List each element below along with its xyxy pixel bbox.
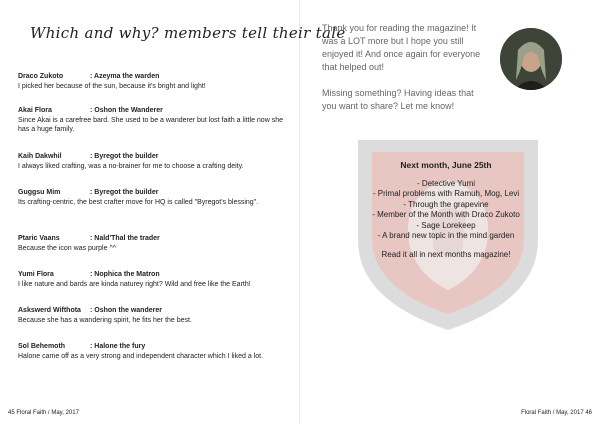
member-name: Ptaric Vaans	[18, 235, 60, 242]
member-reason: I like nature and bards are kinda naturey right? Wild and free like the Earth!	[18, 280, 251, 288]
member-deity: : Byregot the builder	[90, 189, 159, 196]
next-month-heading: Next month, June 25th	[400, 160, 492, 170]
next-month-item: - Primal problems with Ramuh, Mog, Levi	[372, 189, 520, 198]
member-reason: I picked her because of the sun, because it's bright and light!	[18, 82, 206, 90]
member-reason: I always liked crafting, was a no-brainer for me to choose a crafting deity.	[18, 162, 244, 170]
next-month-item: - Through the grapevine	[403, 199, 489, 209]
page-footer-right: Floral Faith / May, 2017 46	[521, 410, 592, 416]
next-month-item: - Detective Yumi	[416, 178, 476, 188]
member-deity: : Nald'Thal the trader	[90, 235, 160, 242]
page-title: Which and why? members tell their tale	[30, 24, 346, 42]
member-deity: : Azeyma the warden	[90, 73, 160, 80]
member-entry	[18, 306, 288, 325]
member-entry	[18, 342, 288, 361]
member-name: Yumi Flora	[18, 271, 54, 278]
next-month-item: - A brand new topic in the mind garden	[377, 231, 515, 240]
member-deity: : Halone the fury	[90, 343, 146, 350]
thanks-paragraph: Thank you for reading the magazine! It was a LOT more but I hope you still enjoyed it! And once again for everyone that helped out!	[322, 23, 481, 72]
member-entry	[18, 188, 288, 207]
member-deity: : Oshon the Wanderer	[90, 107, 163, 114]
member-deity: : Byregot the builder	[90, 153, 159, 160]
member-name: Askswerd Wifthota	[18, 307, 81, 314]
right-page	[300, 0, 600, 424]
next-month-section	[346, 160, 546, 260]
member-name: Guggsu Mim	[18, 189, 61, 196]
member-entry	[18, 234, 288, 253]
member-deity: : Oshon the wanderer	[90, 307, 162, 314]
member-reason: Because she has a wandering spirit, he fits her the best.	[18, 316, 192, 324]
member-reason: Halone came off as a very strong and independent character which I liked a lot.	[18, 352, 264, 360]
member-entry	[18, 106, 288, 135]
member-entry	[18, 152, 288, 171]
member-reason: Because the icon was purple ^^	[18, 244, 117, 252]
member-entry	[18, 270, 288, 289]
next-month-item: - Member of the Month with Draco Zukoto	[372, 210, 520, 219]
member-reason: Its crafting-centric, the best crafter move for HQ is called "Byregot's blessing".	[18, 198, 259, 206]
member-reason: Since Akai is a carefree bard. She used to be a wanderer but lost faith a little now she has a huge family.	[18, 116, 283, 133]
member-name: Draco Zukoto	[18, 73, 64, 80]
member-deity: : Nophica the Matron	[90, 271, 160, 278]
member-name: Sol Behemoth	[18, 343, 66, 350]
next-month-item: - Sage Lorekeep	[416, 220, 476, 230]
feedback-paragraph: Missing something? Having ideas that you want to share? Let me know!	[322, 88, 474, 111]
thanks-note	[322, 22, 490, 126]
member-entry	[18, 72, 288, 91]
next-month-closing: Read it all in next months magazine!	[381, 249, 511, 259]
page-footer-left: 45 Floral Faith / May, 2017	[8, 410, 79, 416]
author-avatar	[500, 28, 562, 90]
member-name: Kaih Dakwhil	[18, 153, 62, 160]
member-name: Akai Flora	[18, 107, 52, 114]
